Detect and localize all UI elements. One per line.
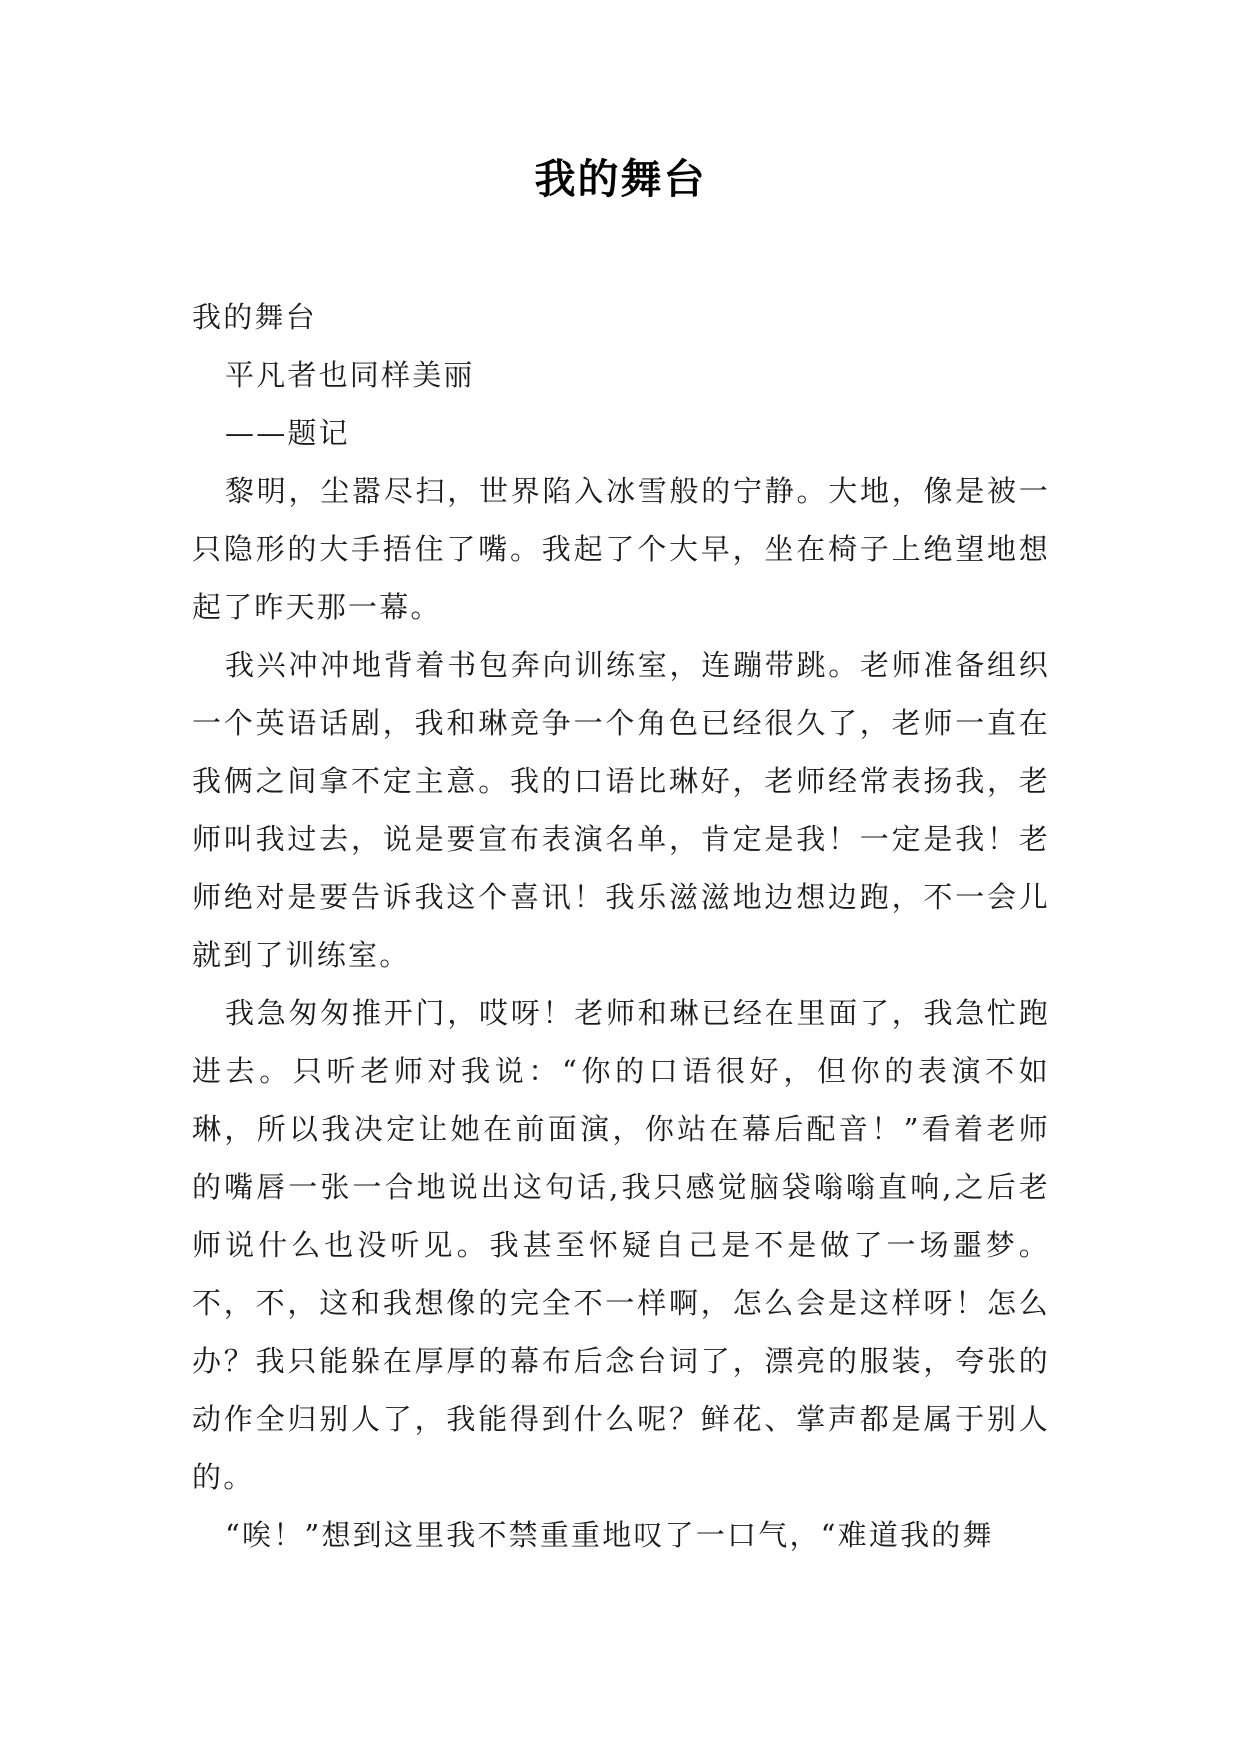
document-title: 我的舞台 (534, 155, 707, 203)
paragraph: 黎明，尘嚣尽扫，世界陷入冰雪般的宁静。大地，像是被一只隐形的大手捂住了嘴。我起了个大早，坐在椅子上绝望地想起了昨天那一幕。 (192, 474, 1050, 624)
document-body (192, 288, 1050, 1564)
paragraph: 我兴冲冲地背着书包奔向训练室，连蹦带跳。老师准备组织一个英语话剧，我和琳竞争一个角色已经很久了，老师一直在我俩之间拿不定主意。我的口语比琳好，老师经常表扬我，老师叫我过去，说是要宣布表演名单，肯定是我！一定是我！老师绝对是要告诉我这个喜讯！我乐滋滋地边想边跑，不一会儿就到了训练室。 (192, 648, 1050, 972)
paragraph-heading: 我的舞台 (192, 300, 317, 334)
paragraph-epigraph-attribution: ——题记 (225, 416, 350, 450)
paragraph: 我急匆匆推开门，哎呀！老师和琳已经在里面了，我急忙跑进去。只听老师对我说：“你的口语很好，但你的表演不如琳，所以我决定让她在前面演，你站在幕后配音！”看着老师的嘴唇一张一合地说出这句话,我只感觉脑袋嗡嗡直响,之后老师说什么也没听见。我甚至怀疑自己是不是做了一场噩梦。不，不，这和我想像的完全不一样啊，怎么会是这样呀！怎么办？我只能躲在厚厚的幕布后念台词了，漂亮的服装，夸张的动作全归别人了，我能得到什么呢？鲜花、掌声都是属于别人的。 (192, 996, 1050, 1494)
paragraph-epigraph: 平凡者也同样美丽 (225, 358, 475, 392)
paragraph: “唉！”想到这里我不禁重重地叹了一口气，“难道我的舞 (225, 1518, 994, 1552)
